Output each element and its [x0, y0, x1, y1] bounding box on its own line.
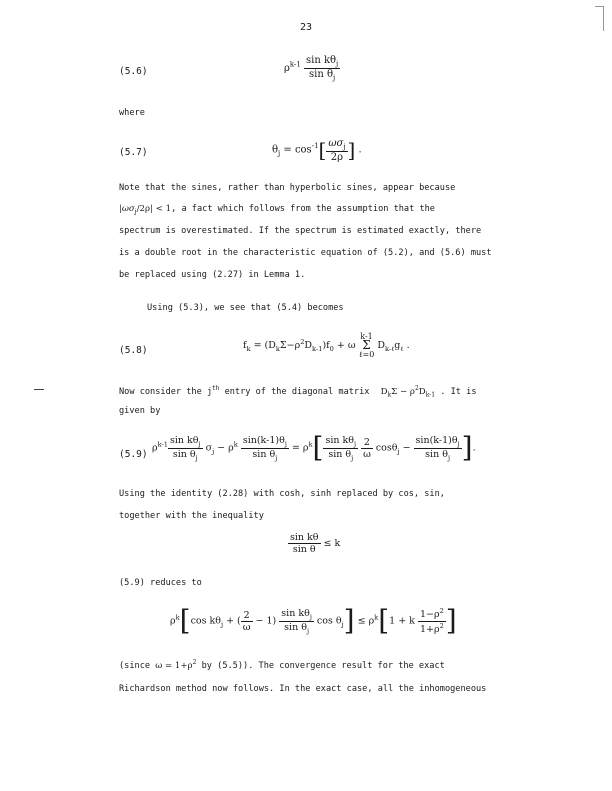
- para5-line1: (5.9) reduces to: [119, 578, 202, 588]
- para2-line1: Using (5.3), we see that (5.4) becomes: [147, 303, 344, 313]
- para6-line1: (since $\omega = 1+\rho^2$ by (5.5)). The convergence result for the exact: [119, 659, 445, 671]
- eq-5-7-label: (5.7): [119, 147, 148, 158]
- para4-line2: together with the inequality: [119, 511, 264, 521]
- reduced-inequality: $\rho^k[\cos$ $k\theta_j$ + ( $\frac{2}{\omega}$ − 1) $\frac{\sin k\theta_j}{\sin \theta_j}$ $\cos \theta_j] \le \rho^k[1 + k$ $\frac{1-\rho^2}{1+\rho^2}$ ]: [170, 604, 457, 637]
- para1-line4: is a double root in the characteristic equation of (5.2), and (5.6) must: [119, 248, 492, 258]
- eq-5-7: $\theta_j = \cos^{-1}$[ $\frac{\omega\sigma_j}{2\rho}$ ] .: [272, 137, 362, 163]
- eq-5-8: $f_k = (D_k\Sigma-\rho^2D_{k-1})f_0 + \omega$ k-1 Σ ℓ=0 $D_{k-\ell}g_\ell$ .: [243, 332, 410, 359]
- eq-5-6-label: (5.6): [119, 66, 148, 77]
- corner-mark: [595, 6, 604, 31]
- para3-line1: Now consider the $j^{th}$ entry of the diagonal matrix $D_k\Sigma - \rho^2D_{k-1}$ . It is: [119, 385, 477, 399]
- para1-line2: $|\omega\sigma_j/2\rho| < 1$, a fact which follows from the assumption that the: [119, 204, 435, 216]
- margin-dash: [34, 389, 44, 390]
- para1-line5: be replaced using (2.27) in Lemma 1.: [119, 270, 306, 280]
- where-text: where: [119, 108, 145, 118]
- eq-5-9: $\rho^{k-1}$ $\frac{\sin k\theta_j}{\sin \theta_j}$ $\sigma_j - \rho^k$ $\frac{\sin(k-1)\theta_j}{\sin \theta_j}$ = $\rho^k$[ $\frac{\sin k\theta_j}{\sin \theta_j}$ $\frac{2}{\omega}$ cosθ$_j$ − $\frac{\sin(k-1)\theta_j}{\sin \theta_j}$ ].: [152, 431, 476, 464]
- para4-line1: Using the identity (2.28) with cosh, sinh replaced by cos, sin,: [119, 489, 445, 499]
- para1-line1: Note that the sines, rather than hyperbolic sines, appear because: [119, 183, 456, 193]
- eq-5-6: $\rho^{k-1}$ $\frac{\sin k\theta_j}{\sin \theta_j}$: [284, 55, 339, 82]
- para6-line2: Richardson method now follows. In the exact case, all the inhomogeneous: [119, 684, 487, 694]
- inequality: $\frac{\text{sin kθ}}{\text{sin θ}}$ ≤ k: [290, 532, 341, 555]
- page-number: 23: [299, 22, 313, 33]
- para1-line3: spectrum is overestimated. If the spectrum is estimated exactly, there: [119, 226, 482, 236]
- condition-math: $|\omega\sigma_j/2\rho| < 1$: [119, 204, 172, 216]
- eq-5-8-label: (5.8): [119, 345, 148, 356]
- para3-line2: given by: [119, 406, 161, 416]
- eq-5-9-label: (5.9): [119, 449, 148, 460]
